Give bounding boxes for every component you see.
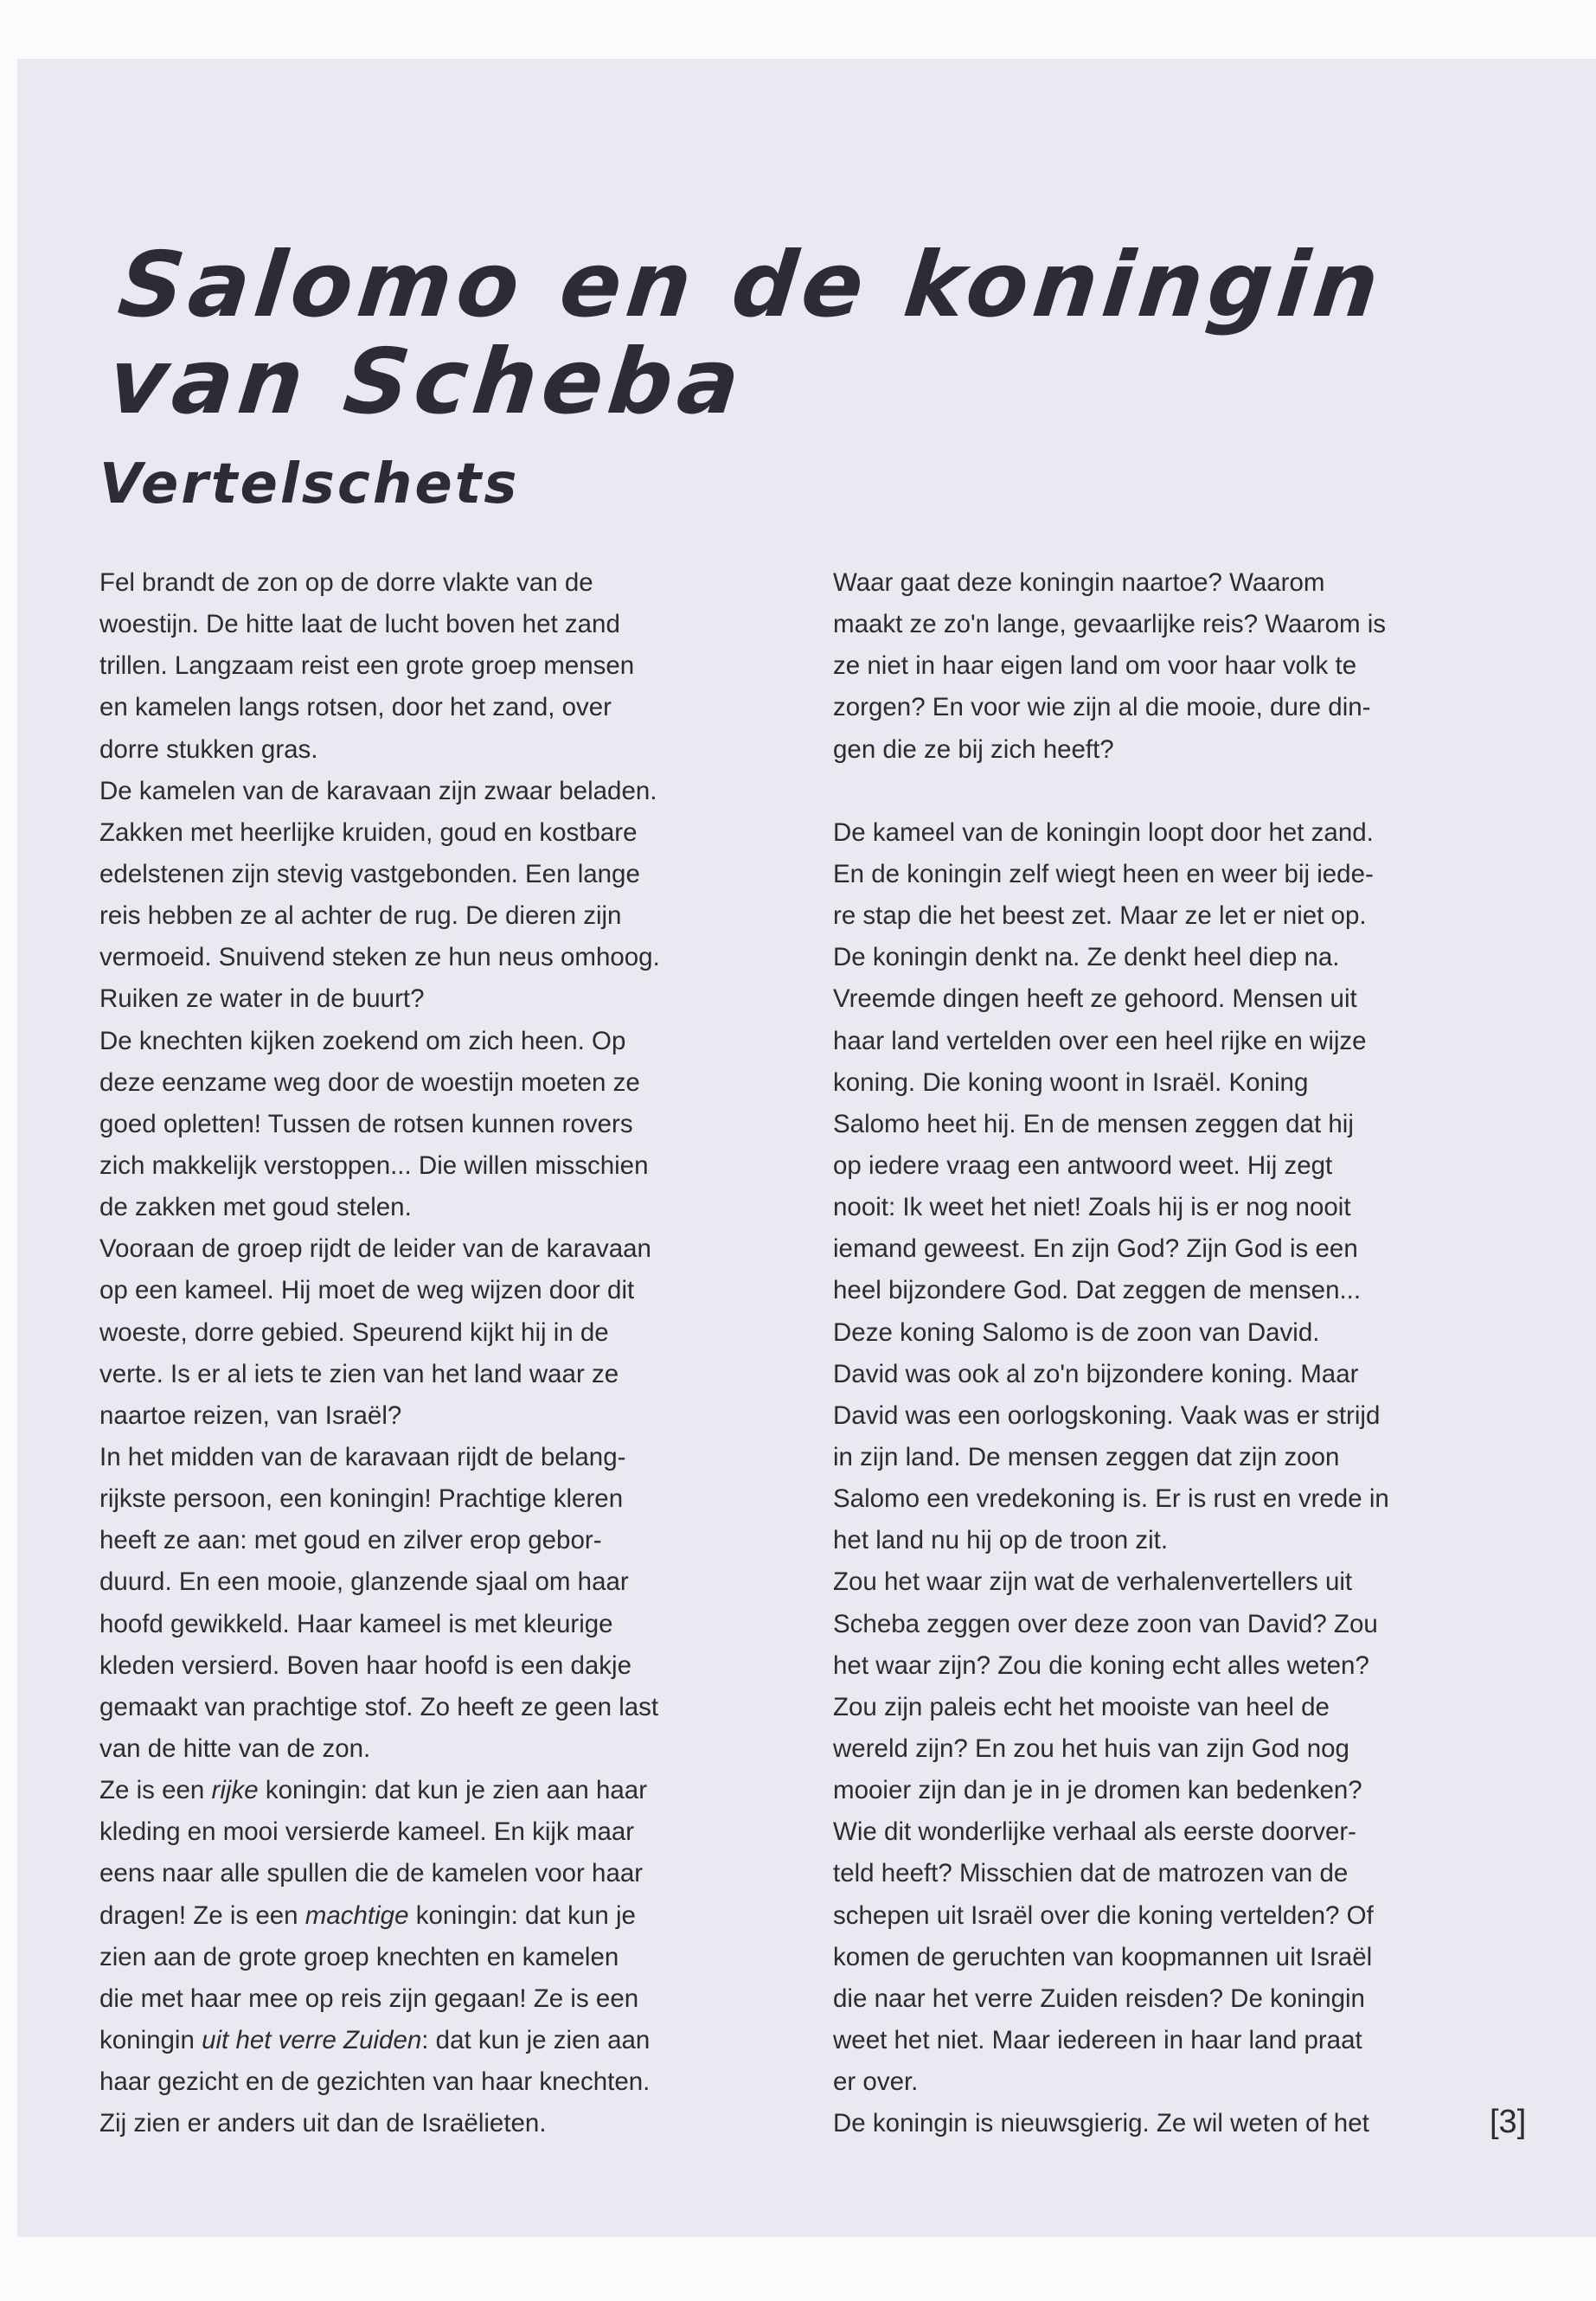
text-line: zien aan de grote groep knechten en kamelen bbox=[99, 1942, 619, 1971]
text-line: woeste, dorre gebied. Speurend kijkt hij in de bbox=[99, 1317, 609, 1347]
text-line: eens naar alle spullen die de kamelen voor haar bbox=[99, 1859, 644, 1888]
text-segment: koningin bbox=[99, 2025, 202, 2054]
text-line: nooit: Ik weet het niet! Zoals hij is er nog nooit bbox=[833, 1193, 1351, 1222]
text-line: naartoe reizen, van Israël? bbox=[99, 1400, 402, 1430]
text-line: verte. Is er al iets te zien van het land waar ze bbox=[99, 1359, 619, 1388]
text-line: woestijn. De hitte laat de lucht boven het zand bbox=[99, 610, 620, 639]
text-line: schepen uit Israël over die koning vertelden? Of bbox=[833, 1900, 1374, 1930]
text-line: De koningin denkt na. Ze denkt heel diep na. bbox=[833, 943, 1340, 972]
text-line: re stap die het beest zet. Maar ze let er niet op. bbox=[833, 901, 1367, 931]
text-line: En de koningin zelf wiegt heen en weer bij iede- bbox=[833, 859, 1374, 888]
text-line: gen die ze bij zich heeft? bbox=[833, 734, 1114, 764]
text-line: Zou het waar zijn wat de verhalenvertellers uit bbox=[833, 1567, 1353, 1597]
text-line: duurd. En een mooie, glanzende sjaal om haar bbox=[99, 1567, 629, 1597]
text-line: Vooraan de groep rijdt de leider van de karavaan bbox=[99, 1234, 651, 1264]
text-line: die naar het verre Zuiden reisden? De koningin bbox=[833, 1984, 1365, 2013]
text-line: er over. bbox=[833, 2067, 919, 2097]
text-line: op iedere vraag een antwoord weet. Hij zegt bbox=[833, 1150, 1333, 1180]
text-line: weet het niet. Maar iedereen in haar land praat bbox=[833, 2025, 1362, 2054]
text-line: ze niet in haar eigen land om voor haar volk te bbox=[833, 651, 1357, 681]
text-line: het land nu hij op de troon zit. bbox=[833, 1526, 1169, 1555]
page-number: [3] bbox=[1490, 2104, 1527, 2140]
text-line: reis hebben ze al achter de rug. De dieren zijn bbox=[99, 901, 622, 931]
text-line: mooier zijn dan je in je dromen kan bedenken? bbox=[833, 1776, 1362, 1805]
text-line: De kameel van de koningin loopt door het zand. bbox=[833, 817, 1374, 847]
text-line: koning. Die koning woont in Israël. Koning bbox=[833, 1067, 1309, 1097]
text-line: Fel brandt de zon op de dorre vlakte van de bbox=[99, 568, 593, 597]
text-line: rijkste persoon, een koningin! Prachtige kleren bbox=[99, 1484, 624, 1514]
text-line: hoofd gewikkeld. Haar kameel is met kleurige bbox=[99, 1609, 613, 1638]
text-line bbox=[99, 1895, 660, 1937]
text-line: deze eenzame weg door de woestijn moeten ze bbox=[99, 1067, 640, 1097]
text-line: die met haar mee op reis zijn gegaan! Ze is een bbox=[99, 1984, 639, 2013]
text-line: het waar zijn? Zou die koning echt alles weten? bbox=[833, 1650, 1369, 1680]
emphasized-text: rijke bbox=[211, 1776, 259, 1805]
text-line bbox=[833, 771, 1389, 812]
right-text-column bbox=[833, 562, 1389, 2144]
left-text-column bbox=[99, 562, 660, 2144]
title-line-2: van Scheba bbox=[103, 329, 750, 434]
title-line-1: Salomo en de koningin bbox=[113, 232, 1389, 337]
section-heading: Vertelschets bbox=[99, 452, 520, 516]
text-line: De koningin is nieuwsgierig. Ze wil weten of het bbox=[833, 2109, 1369, 2138]
text-line: David was ook al zo'n bijzondere koning. Maar bbox=[833, 1359, 1359, 1388]
text-line: goed opletten! Tussen de rotsen kunnen rovers bbox=[99, 1109, 633, 1138]
text-line: kleding en mooi versierde kameel. En kijk maar bbox=[99, 1817, 635, 1847]
text-line: komen de geruchten van koopmannen uit Israël bbox=[833, 1942, 1373, 1971]
text-line: Zou zijn paleis echt het mooiste van heel de bbox=[833, 1692, 1330, 1721]
text-line: Ruiken ze water in de buurt? bbox=[99, 984, 425, 1014]
text-line: De kamelen van de karavaan zijn zwaar beladen. bbox=[99, 776, 657, 805]
text-line: David was een oorlogskoning. Vaak was er strijd bbox=[833, 1400, 1381, 1430]
text-line: teld heeft? Misschien dat de matrozen van de bbox=[833, 1859, 1349, 1888]
text-segment: : dat kun je zien aan bbox=[421, 2025, 651, 2054]
text-line: heeft ze aan: met goud en zilver erop gebor- bbox=[99, 1526, 602, 1555]
text-line: heel bijzondere God. Dat zeggen de mensen... bbox=[833, 1276, 1362, 1305]
text-line: In het midden van de karavaan rijdt de belang- bbox=[99, 1442, 626, 1471]
text-line: Salomo heet hij. En de mensen zeggen dat hij bbox=[833, 1109, 1354, 1138]
text-line: van de hitte van de zon. bbox=[99, 1734, 371, 1763]
text-line: zich makkelijk verstoppen... Die willen misschien bbox=[99, 1150, 649, 1180]
text-line: Waar gaat deze koningin naartoe? Waarom bbox=[833, 568, 1325, 597]
text-line: dorre stukken gras. bbox=[99, 734, 318, 764]
text-line: De knechten kijken zoekend om zich heen. Op bbox=[99, 1026, 626, 1055]
emphasized-text: uit het verre Zuiden bbox=[202, 2025, 422, 2054]
text-line: Zij zien er anders uit dan de Israëlieten. bbox=[99, 2109, 547, 2138]
text-line: haar gezicht en de gezichten van haar knechten. bbox=[99, 2067, 651, 2097]
text-line: Vreemde dingen heeft ze gehoord. Mensen uit bbox=[833, 984, 1357, 1014]
text-segment: Ze is een bbox=[99, 1776, 212, 1805]
text-line: kleden versierd. Boven haar hoofd is een dakje bbox=[99, 1650, 631, 1680]
text-line: Deze koning Salomo is de zoon van David. bbox=[833, 1317, 1320, 1347]
text-line: Wie dit wonderlijke verhaal als eerste doorver- bbox=[833, 1817, 1357, 1847]
text-line: Salomo een vredekoning is. Er is rust en vrede in bbox=[833, 1484, 1389, 1514]
text-line: gemaakt van prachtige stof. Zo heeft ze geen last bbox=[99, 1692, 659, 1721]
text-line bbox=[99, 1770, 660, 1811]
text-line: in zijn land. De mensen zeggen dat zijn zoon bbox=[833, 1442, 1340, 1471]
text-line bbox=[99, 2020, 660, 2061]
text-line: haar land vertelden over een heel rijke en wijze bbox=[833, 1026, 1367, 1055]
text-segment: koningin: dat kun je bbox=[408, 1900, 636, 1930]
text-line: trillen. Langzaam reist een grote groep mensen bbox=[99, 651, 635, 681]
text-line: wereld zijn? En zou het huis van zijn God nog bbox=[833, 1734, 1349, 1763]
text-line: Zakken met heerlijke kruiden, goud en kostbare bbox=[99, 817, 638, 847]
emphasized-text: machtige bbox=[304, 1900, 409, 1930]
text-line: zorgen? En voor wie zijn al die mooie, dure din- bbox=[833, 693, 1371, 722]
page-title bbox=[103, 232, 1389, 434]
text-line: maakt ze zo'n lange, gevaarlijke reis? Waarom is bbox=[833, 610, 1387, 639]
text-line: vermoeid. Snuivend steken ze hun neus omhoog. bbox=[99, 943, 660, 972]
text-line: de zakken met goud stelen. bbox=[99, 1193, 412, 1222]
text-segment: koningin: dat kun je zien aan haar bbox=[258, 1776, 648, 1805]
text-line: edelstenen zijn stevig vastgebonden. Een lange bbox=[99, 859, 640, 888]
text-line: Scheba zeggen over deze zoon van David? Zou bbox=[833, 1609, 1378, 1638]
text-line: op een kameel. Hij moet de weg wijzen door dit bbox=[99, 1276, 635, 1305]
text-line: en kamelen langs rotsen, door het zand, over bbox=[99, 693, 612, 722]
text-segment: dragen! Ze is een bbox=[99, 1900, 305, 1930]
text-line: iemand geweest. En zijn God? Zijn God is een bbox=[833, 1234, 1358, 1264]
